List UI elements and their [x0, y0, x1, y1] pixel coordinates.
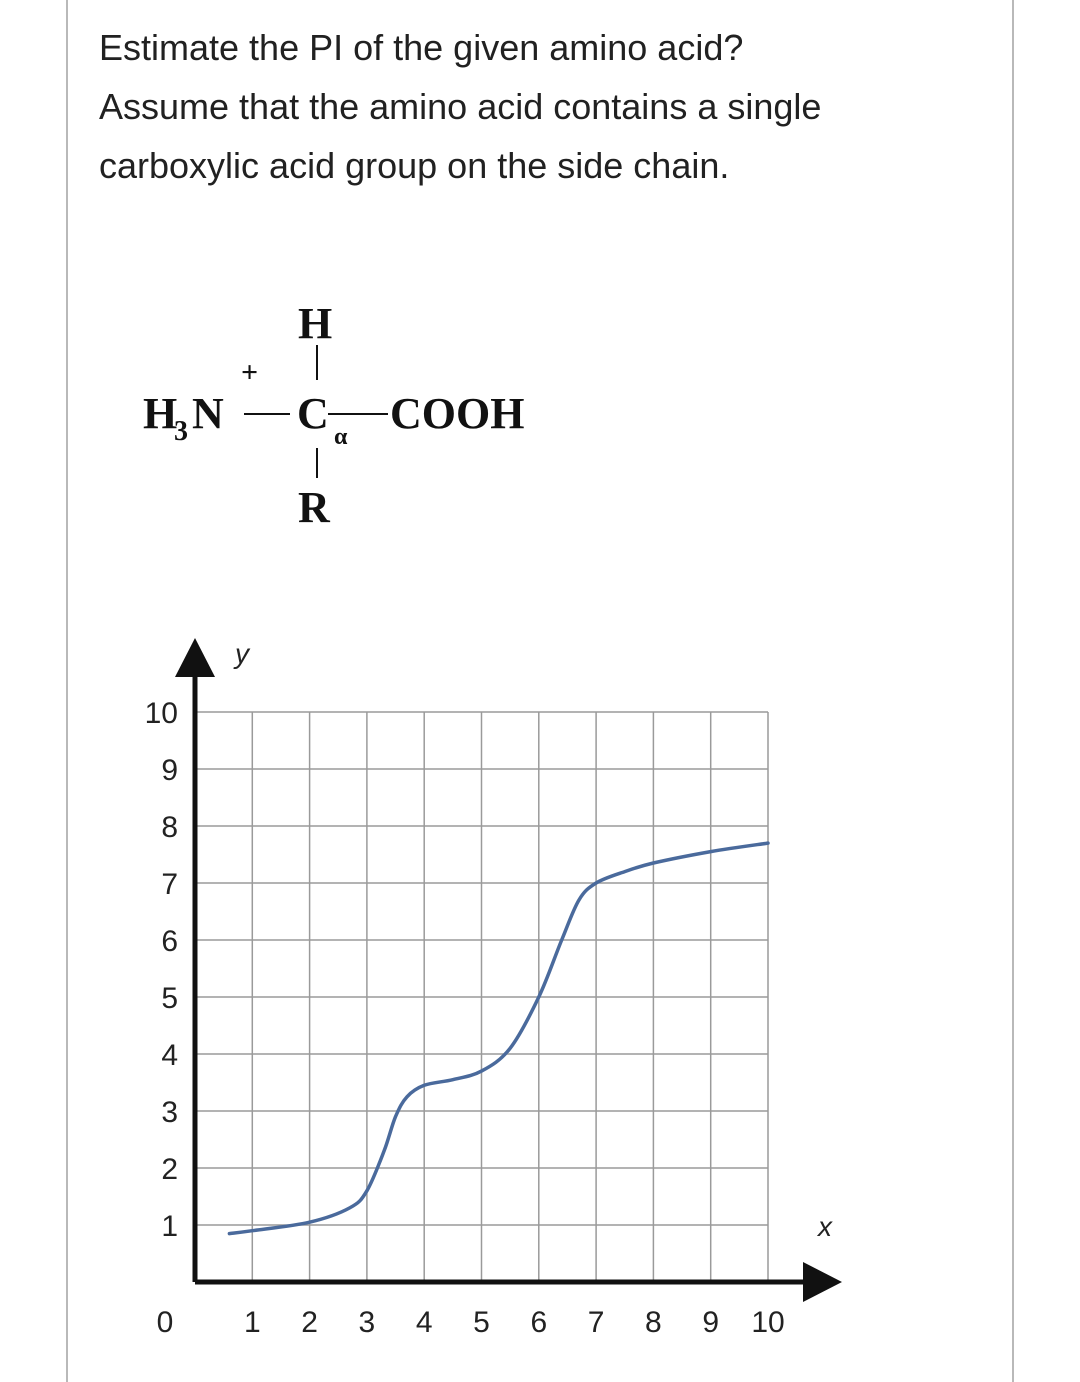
y-tick-label: 9	[161, 754, 178, 787]
x-tick-label: 6	[530, 1306, 548, 1339]
amino-acid-structure	[143, 299, 524, 532]
alpha-carbon: C	[297, 389, 329, 438]
y-tick-label: 4	[161, 1039, 178, 1072]
chart-grid	[195, 712, 768, 1282]
y-tick-label: 2	[161, 1153, 178, 1186]
y-tick-labels	[145, 697, 178, 1243]
x-tick-label: 8	[645, 1306, 662, 1339]
y-axis-arrow	[175, 638, 215, 677]
y-tick-label: 7	[161, 868, 178, 901]
x-tick-label: 2	[301, 1306, 318, 1339]
y-tick-label: 10	[144, 697, 178, 730]
x-tick-label: 0	[156, 1306, 174, 1339]
alpha-hydrogen: H	[298, 299, 333, 348]
titration-chart	[145, 638, 842, 1339]
x-tick-label: 7	[587, 1306, 605, 1339]
y-axis-label: y	[235, 638, 249, 669]
x-tick-label: 10	[751, 1306, 785, 1339]
amine-h: H	[143, 389, 178, 438]
x-tick-label: 4	[415, 1306, 433, 1339]
question-line-1: Estimate the PI of the given amino acid?	[99, 27, 744, 68]
y-tick-label: 1	[161, 1210, 178, 1243]
carboxyl-group: COOH	[390, 389, 525, 438]
x-axis-arrow	[803, 1262, 842, 1302]
amine-nitrogen: N	[192, 389, 224, 438]
x-tick-label: 9	[702, 1306, 720, 1339]
y-tick-label: 8	[161, 811, 178, 844]
y-tick-label: 3	[161, 1096, 178, 1129]
side-chain-r: R	[298, 483, 330, 532]
amine-subscript: 3	[174, 416, 188, 447]
question-line-2: Assume that the amino acid contains a single	[99, 86, 822, 127]
alpha-label: α	[334, 424, 348, 450]
x-tick-label: 5	[473, 1306, 490, 1339]
x-tick-label: 1	[243, 1306, 261, 1339]
x-axis-label: x	[818, 1211, 832, 1242]
x-tick-label: 3	[358, 1306, 376, 1339]
x-tick-labels	[157, 1306, 785, 1339]
question-line-3: carboxylic acid group on the side chain.	[99, 145, 730, 186]
positive-charge: +	[241, 356, 259, 389]
y-tick-label: 6	[161, 925, 178, 958]
y-tick-label: 5	[161, 982, 178, 1015]
